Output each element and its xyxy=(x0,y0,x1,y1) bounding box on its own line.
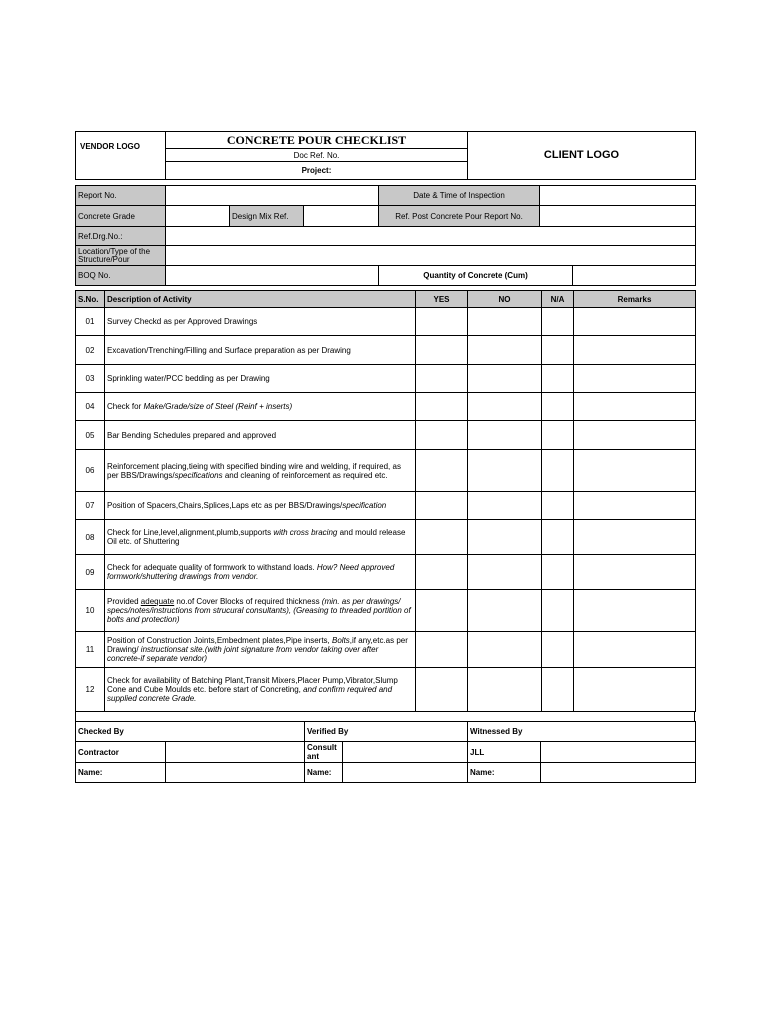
consultant-label: Consult ant xyxy=(305,742,343,763)
no-cell[interactable] xyxy=(468,520,542,555)
col-description: Description of Activity xyxy=(105,291,416,308)
yes-cell[interactable] xyxy=(416,308,468,336)
row-sno: 04 xyxy=(76,393,105,421)
description-text: and mould release Oil etc. of Shuttering xyxy=(107,528,406,546)
no-cell[interactable] xyxy=(468,308,542,336)
witnessed-by-label: Witnessed By xyxy=(468,722,696,742)
no-cell[interactable] xyxy=(468,555,542,590)
description-text: instructionsat site.(with joint signature from vendor taking over after concrete-if separate vendor) xyxy=(107,645,379,663)
remarks-cell[interactable] xyxy=(574,520,696,555)
vendor-logo: VENDOR LOGO xyxy=(76,132,166,180)
checklist-sheet xyxy=(75,131,695,783)
description-text: Make/Grade/size of Steel (Reinf + inserts) xyxy=(143,402,293,411)
boq-field[interactable] xyxy=(166,266,379,286)
description-text: and confirm required and supplied concrete Grade. xyxy=(107,685,393,703)
description-text: no.of Cover Blocks of required thickness xyxy=(174,597,322,606)
row-description xyxy=(105,336,416,365)
description-text: Check for availability of Batching Plant,Transit Mixers,Placer Pump,Vibrator,Slump Cone and Cube Moulds etc. before start of Concreting, xyxy=(107,676,398,694)
description-text: and cleaning of reinforcement as required etc. xyxy=(222,470,388,480)
yes-cell[interactable] xyxy=(416,450,468,492)
col-no: NO xyxy=(468,291,542,308)
ref-drg-label: Ref.Drg.No.: xyxy=(76,227,166,246)
yes-cell[interactable] xyxy=(416,421,468,450)
na-cell[interactable] xyxy=(542,393,574,421)
na-cell[interactable] xyxy=(542,555,574,590)
col-remarks: Remarks xyxy=(574,291,696,308)
na-cell[interactable] xyxy=(542,421,574,450)
description-text: How? Need approved formwork/shuttering drawings from vendor. xyxy=(107,563,395,581)
table-row xyxy=(76,421,696,450)
na-cell[interactable] xyxy=(542,336,574,365)
table-row xyxy=(76,336,696,365)
jll-field[interactable] xyxy=(541,742,696,763)
no-cell[interactable] xyxy=(468,336,542,365)
row-description xyxy=(105,450,416,492)
row-sno: 12 xyxy=(76,668,105,712)
yes-cell[interactable] xyxy=(416,336,468,365)
description-text: Provided xyxy=(107,597,141,606)
row-description xyxy=(105,590,416,632)
header-table xyxy=(75,131,696,180)
description-text: specifications xyxy=(174,470,223,480)
client-logo: CLIENT LOGO xyxy=(468,132,696,180)
contractor-label: Contractor xyxy=(76,742,166,763)
contractor-field[interactable] xyxy=(166,742,305,763)
checked-by-label: Checked By xyxy=(76,722,305,742)
remarks-cell[interactable] xyxy=(574,365,696,393)
col-yes: YES xyxy=(416,291,468,308)
consultant-name-field[interactable] xyxy=(343,763,468,783)
na-cell[interactable] xyxy=(542,590,574,632)
remarks-cell[interactable] xyxy=(574,336,696,365)
contractor-name-label: Name: xyxy=(76,763,166,783)
description-text: Check for xyxy=(107,402,144,411)
description-text: Survey Checkd as per Approved Drawings xyxy=(107,317,258,326)
description-text: Sprinkling water/PCC bedding as per Drawing xyxy=(107,374,270,383)
row-description xyxy=(105,555,416,590)
consultant-name-label: Name: xyxy=(305,763,343,783)
no-cell[interactable] xyxy=(468,668,542,712)
row-description xyxy=(105,421,416,450)
no-cell[interactable] xyxy=(468,393,542,421)
table-row xyxy=(76,308,696,336)
report-no-field[interactable] xyxy=(166,186,379,206)
description-text: Check for adequate quality of formwork to withstand loads. xyxy=(107,563,317,572)
na-cell[interactable] xyxy=(542,308,574,336)
spacer xyxy=(75,712,695,721)
row-description xyxy=(105,668,416,712)
verified-by-label: Verified By xyxy=(305,722,468,742)
description-text: Position of Construction Joints,Embedment plates,Pipe inserts, xyxy=(107,636,332,645)
na-cell[interactable] xyxy=(542,492,574,520)
row-description xyxy=(105,308,416,336)
remarks-cell[interactable] xyxy=(574,555,696,590)
jll-name-field[interactable] xyxy=(541,763,696,783)
table-row xyxy=(76,450,696,492)
table-row xyxy=(76,632,696,668)
row-sno: 11 xyxy=(76,632,105,668)
row-description xyxy=(105,492,416,520)
na-cell[interactable] xyxy=(542,668,574,712)
table-row xyxy=(76,520,696,555)
no-cell[interactable] xyxy=(468,492,542,520)
description-text: specification xyxy=(342,501,387,510)
row-description xyxy=(105,632,416,668)
remarks-cell[interactable] xyxy=(574,632,696,668)
yes-cell[interactable] xyxy=(416,365,468,393)
design-mix-field[interactable] xyxy=(304,206,379,227)
yes-cell[interactable] xyxy=(416,520,468,555)
report-no-label: Report No. xyxy=(76,186,166,206)
jll-label: JLL xyxy=(468,742,541,763)
yes-cell[interactable] xyxy=(416,668,468,712)
date-time-field[interactable] xyxy=(540,186,696,206)
ref-drg-field[interactable] xyxy=(166,227,696,246)
description-text: Bolts xyxy=(332,636,350,645)
row-sno: 01 xyxy=(76,308,105,336)
col-sno: S.No. xyxy=(76,291,105,308)
remarks-cell[interactable] xyxy=(574,421,696,450)
row-sno: 05 xyxy=(76,421,105,450)
signoff-table xyxy=(75,721,696,783)
row-sno: 07 xyxy=(76,492,105,520)
description-text: Position of Spacers,Chairs,Splices,Laps etc as per BBS/Drawings/ xyxy=(107,501,343,510)
design-mix-label: Design Mix Ref. xyxy=(230,206,304,227)
table-row xyxy=(76,555,696,590)
no-cell[interactable] xyxy=(468,450,542,492)
description-text: Excavation/Trenching/Filling and Surface preparation as per Drawing xyxy=(107,345,351,355)
table-row xyxy=(76,492,696,520)
description-text: Bar Bending Schedules prepared and approved xyxy=(107,430,277,440)
row-description xyxy=(105,520,416,555)
description-text: adequate xyxy=(140,597,175,606)
description-text: (min. as per drawings/ specs/notes/instructions from strucural consultants), (Greasing to threaded portition of bolts and protection) xyxy=(107,597,411,624)
contractor-name-field[interactable] xyxy=(166,763,305,783)
yes-cell[interactable] xyxy=(416,492,468,520)
yes-cell[interactable] xyxy=(416,590,468,632)
row-sno: 06 xyxy=(76,450,105,492)
col-na: N/A xyxy=(542,291,574,308)
remarks-cell[interactable] xyxy=(574,590,696,632)
yes-cell[interactable] xyxy=(416,632,468,668)
row-sno: 03 xyxy=(76,365,105,393)
row-description xyxy=(105,393,416,421)
remarks-cell[interactable] xyxy=(574,308,696,336)
concrete-grade-label: Concrete Grade xyxy=(76,206,166,227)
quantity-label: Quantity of Concrete (Cum) xyxy=(379,266,573,286)
row-description xyxy=(105,365,416,393)
location-label: Location/Type of the Structure/Pour xyxy=(76,246,166,266)
row-sno: 08 xyxy=(76,520,105,555)
description-text: ,if any,etc.as per Drawing/ xyxy=(107,636,408,654)
table-row xyxy=(76,668,696,712)
no-cell[interactable] xyxy=(468,365,542,393)
na-cell[interactable] xyxy=(542,520,574,555)
description-text: Check for Line,level,alignment,plumb,supports xyxy=(107,528,274,537)
location-field[interactable] xyxy=(166,246,696,266)
consultant-field[interactable] xyxy=(343,742,468,763)
remarks-cell[interactable] xyxy=(574,393,696,421)
yes-cell[interactable] xyxy=(416,555,468,590)
ref-post-pour-label: Ref. Post Concrete Pour Report No. xyxy=(379,206,540,227)
na-cell[interactable] xyxy=(542,365,574,393)
jll-name-label: Name: xyxy=(468,763,541,783)
doc-ref-label: Doc Ref. No. xyxy=(166,149,468,162)
no-cell[interactable] xyxy=(468,421,542,450)
no-cell[interactable] xyxy=(468,590,542,632)
table-row xyxy=(76,365,696,393)
ref-post-pour-field[interactable] xyxy=(540,206,696,227)
yes-cell[interactable] xyxy=(416,393,468,421)
remarks-cell[interactable] xyxy=(574,492,696,520)
concrete-grade-field[interactable] xyxy=(166,206,230,227)
description-text: Reinforcement placing,tieing with specified binding wire and welding, if required, as per BBS/Drawings/ xyxy=(107,461,401,480)
description-text: with cross bracing xyxy=(273,528,338,537)
info-table xyxy=(75,185,696,286)
na-cell[interactable] xyxy=(542,450,574,492)
table-row xyxy=(76,590,696,632)
na-cell[interactable] xyxy=(542,632,574,668)
table-row xyxy=(76,393,696,421)
remarks-cell[interactable] xyxy=(574,450,696,492)
no-cell[interactable] xyxy=(468,632,542,668)
row-sno: 09 xyxy=(76,555,105,590)
quantity-field[interactable] xyxy=(573,266,696,286)
remarks-cell[interactable] xyxy=(574,668,696,712)
page-title: CONCRETE POUR CHECKLIST xyxy=(166,132,468,149)
activity-table xyxy=(75,290,696,712)
boq-label: BOQ No. xyxy=(76,266,166,286)
date-time-label: Date & Time of Inspection xyxy=(379,186,540,206)
row-sno: 10 xyxy=(76,590,105,632)
project-label: Project: xyxy=(166,162,468,180)
row-sno: 02 xyxy=(76,336,105,365)
